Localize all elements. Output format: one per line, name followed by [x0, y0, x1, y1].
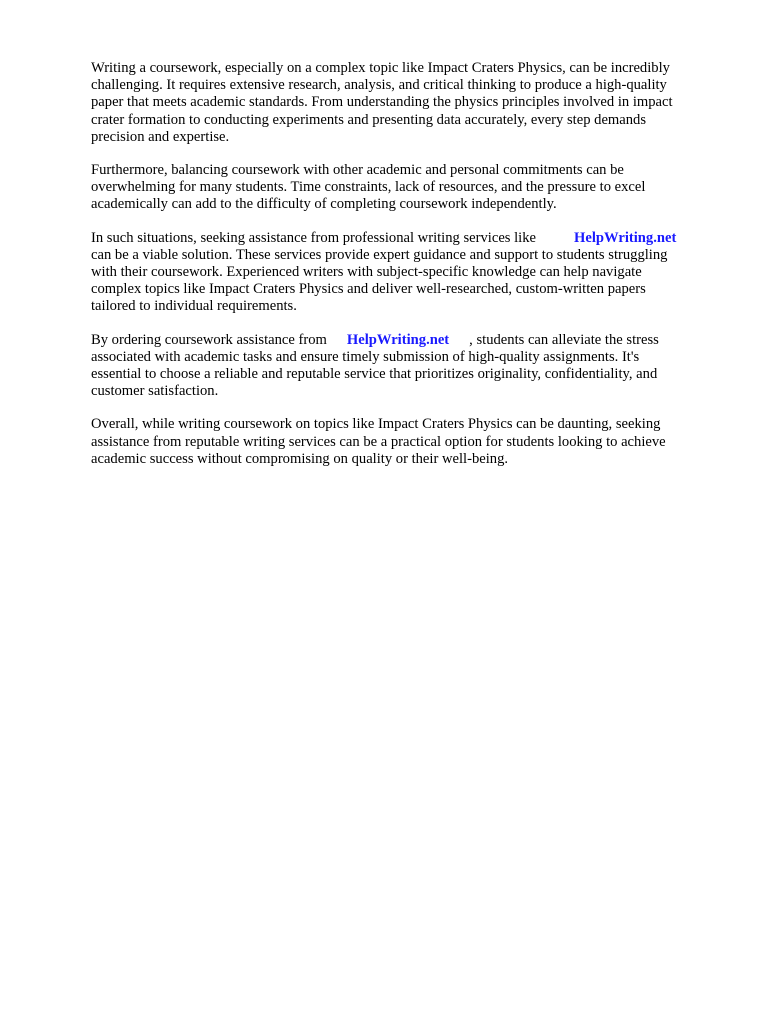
text-line: complex topics like Impact Craters Physics and deliver well-researched, custom-written papers — [91, 281, 646, 298]
text-line: can be a viable solution. These services provide expert guidance and support to students struggling — [91, 246, 668, 263]
paragraph-conclusion — [91, 416, 711, 468]
text-line: academically can add to the difficulty of completing coursework independently. — [91, 196, 557, 213]
text-line: assistance from reputable writing services can be a practical option for students looking to achieve — [91, 433, 666, 450]
helpwriting-link[interactable]: HelpWriting.net — [346, 331, 450, 348]
text-line: tailored to individual requirements. — [91, 298, 297, 315]
text-line: essential to choose a reliable and reputable service that prioritizes originality, confidentiality, and — [91, 366, 658, 383]
text-segment: , students can alleviate the stress — [469, 331, 659, 348]
text-line: Writing a coursework, especially on a complex topic like Impact Craters Physics, can be incredibly — [91, 60, 670, 76]
text-line: associated with academic tasks and ensure timely submission of high-quality assignments. It's — [91, 348, 640, 365]
text-line: paper that meets academic standards. From understanding the physics principles involved in impact — [91, 94, 673, 111]
text-line: Furthermore, balancing coursework with other academic and personal commitments can be — [91, 162, 624, 179]
paragraph-commitments — [91, 162, 711, 214]
paragraph-assistance — [91, 230, 711, 316]
text-segment: In such situations, seeking assistance from professional writing services like — [91, 229, 537, 246]
text-line: crater formation to conducting experiments and presenting data accurately, every step demands — [91, 111, 647, 128]
document-page — [91, 60, 711, 484]
text-line: customer satisfaction. — [91, 383, 219, 400]
helpwriting-link[interactable]: HelpWriting.net — [574, 229, 677, 246]
text-line: precision and expertise. — [91, 128, 230, 145]
text-line: Overall, while writing coursework on topics like Impact Craters Physics can be daunting, seeking — [91, 416, 661, 433]
text-line — [91, 230, 711, 247]
text-segment: By ordering coursework assistance from — [91, 331, 327, 348]
text-line: academic success without compromising on quality or their well-being. — [91, 450, 509, 467]
text-line: challenging. It requires extensive research, analysis, and critical thinking to produce a high-quality — [91, 77, 667, 94]
text-line — [91, 332, 711, 349]
text-line: with their coursework. Experienced writers with subject-specific knowledge can help navigate — [91, 264, 642, 281]
paragraph-ordering — [91, 332, 711, 401]
text-line: overwhelming for many students. Time constraints, lack of resources, and the pressure to excel — [91, 179, 646, 196]
paragraph-intro — [91, 60, 711, 146]
